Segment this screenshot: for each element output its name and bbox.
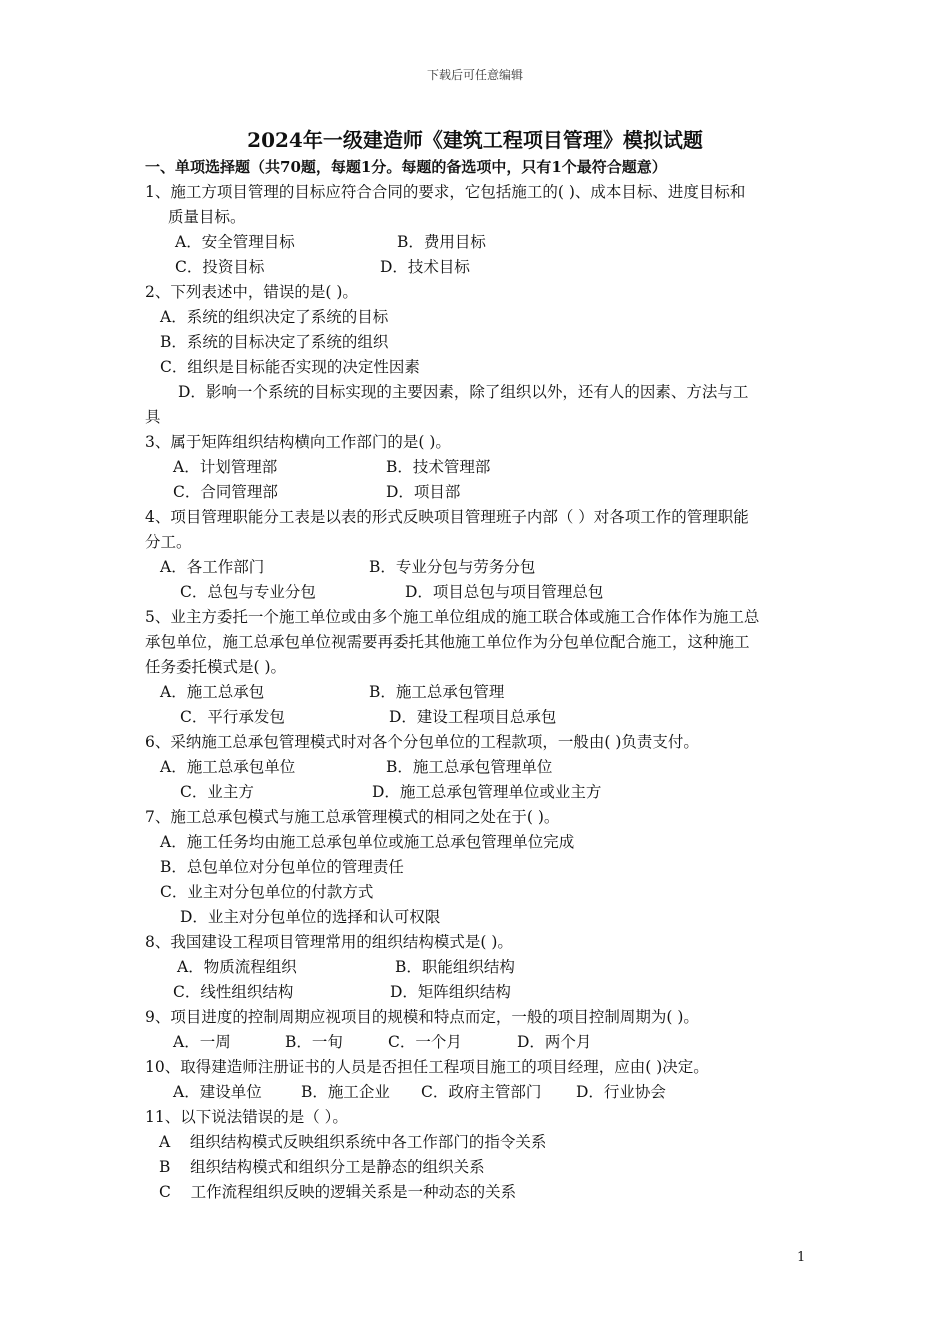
question-6-option-a: A．施工总承包单位 <box>160 758 296 776</box>
question-1-option-a: A．安全管理目标 <box>175 233 295 251</box>
question-3-stem: 3、属于矩阵组织结构横向工作部门的是( )。 <box>145 433 451 451</box>
question-4-stem: 4、项目管理职能分工表是以表的形式反映项目管理班子内部（ ）对各项工作的管理职能 <box>145 508 749 526</box>
question-8-option-a: A．物质流程组织 <box>177 958 297 976</box>
question-9-option-d: D．两个月 <box>517 1033 592 1051</box>
question-2-option-c: C．组织是目标能否实现的决定性因素 <box>160 358 420 376</box>
question-9-option-b: B．一旬 <box>285 1033 343 1051</box>
question-5-stem-cont-1: 承包单位，施工总承包单位视需要再委托其他施工单位作为分包单位配合施工，这种施工 <box>145 633 750 651</box>
document-title: 2024年一级建造师《建筑工程项目管理》模拟试题 <box>247 128 703 152</box>
question-7-option-b: B．总包单位对分包单位的管理责任 <box>160 858 404 876</box>
question-5-option-d: D．建设工程项目总承包 <box>389 708 557 726</box>
question-8-stem: 8、我国建设工程项目管理常用的组织结构模式是( )。 <box>145 933 513 951</box>
question-3-option-a: A．计划管理部 <box>173 458 278 476</box>
question-1-option-b: B．费用目标 <box>397 233 486 251</box>
question-6-option-c: C．业主方 <box>180 783 254 801</box>
question-4-option-a: A．各工作部门 <box>160 558 265 576</box>
question-4-option-d: D．项目总包与项目管理总包 <box>405 583 604 601</box>
question-7-option-d: D．业主对分包单位的选择和认可权限 <box>180 908 441 926</box>
question-2-option-a: A．系统的组织决定了系统的目标 <box>160 308 389 326</box>
section-heading: 一、单项选择题（共70题，每题1分。每题的备选项中，只有1个最符合题意） <box>145 158 667 176</box>
question-5-stem: 5、业主方委托一个施工单位或由多个施工单位组成的施工联合体或施工合作体作为施工总 <box>145 608 760 626</box>
question-1-stem-cont: 质量目标。 <box>168 208 246 226</box>
question-3-option-c: C．合同管理部 <box>173 483 278 501</box>
question-1-option-c: C．投资目标 <box>175 258 265 276</box>
question-6-option-d: D．施工总承包管理单位或业主方 <box>372 783 602 801</box>
question-2-stem: 2、下列表述中，错误的是( )。 <box>145 283 358 301</box>
question-4-stem-cont: 分工。 <box>145 533 192 551</box>
question-10-option-d: D．行业协会 <box>576 1083 666 1101</box>
question-7-stem: 7、施工总承包模式与施工总承管理模式的相同之处在于( )。 <box>145 808 560 826</box>
question-11-option-a: A 组织结构模式反映组织系统中各工作部门的指令关系 <box>159 1133 547 1151</box>
question-10-option-b: B．施工企业 <box>301 1083 390 1101</box>
question-4-option-b: B．专业分包与劳务分包 <box>369 558 536 576</box>
question-5-option-c: C．平行承发包 <box>180 708 285 726</box>
question-10-stem: 10、取得建造师注册证书的人员是否担任工程项目施工的项目经理，应由( )决定。 <box>145 1058 709 1076</box>
question-10-option-c: C．政府主管部门 <box>421 1083 542 1101</box>
question-8-option-b: B．职能组织结构 <box>395 958 515 976</box>
question-8-option-c: C．线性组织结构 <box>173 983 294 1001</box>
question-10-option-a: A．建设单位 <box>173 1083 262 1101</box>
question-5-stem-cont-2: 任务委托模式是( )。 <box>145 658 287 676</box>
question-3-option-d: D．项目部 <box>386 483 461 501</box>
question-6-stem: 6、采纳施工总承包管理模式时对各个分包单位的工程款项，一般由( )负责支付。 <box>145 733 699 751</box>
question-9-option-a: A．一周 <box>173 1033 231 1051</box>
question-1-stem: 1、施工方项目管理的目标应符合合同的要求，它包括施工的( )、成本目标、进度目标和 <box>145 183 746 201</box>
question-5-option-b: B．施工总承包管理 <box>369 683 505 701</box>
question-7-option-a: A．施工任务均由施工总承包单位或施工总承包管理单位完成 <box>160 833 575 851</box>
question-11-option-b: B 组织结构模式和组织分工是静态的组织关系 <box>159 1158 485 1176</box>
question-9-stem: 9、项目进度的控制周期应视项目的规模和特点而定，一般的项目控制周期为( )。 <box>145 1008 699 1026</box>
question-3-option-b: B．技术管理部 <box>386 458 491 476</box>
question-2-option-d-cont: 具 <box>145 408 161 426</box>
page-number: 1 <box>797 1250 806 1265</box>
question-11-option-c: C 工作流程组织反映的逻辑关系是一种动态的关系 <box>159 1183 517 1201</box>
question-7-option-c: C．业主对分包单位的付款方式 <box>160 883 374 901</box>
question-1-option-d: D．技术目标 <box>380 258 470 276</box>
question-9-option-c: C．一个月 <box>388 1033 462 1051</box>
question-6-option-b: B．施工总承包管理单位 <box>386 758 553 776</box>
question-5-option-a: A．施工总承包 <box>160 683 265 701</box>
question-4-option-c: C．总包与专业分包 <box>180 583 316 601</box>
question-2-option-d: D．影响一个系统的目标实现的主要因素，除了组织以外，还有人的因素、方法与工 <box>178 383 749 401</box>
question-2-option-b: B．系统的目标决定了系统的组织 <box>160 333 389 351</box>
question-11-stem: 11、以下说法错误的是（ ）。 <box>145 1108 348 1126</box>
page-header: 下载后可任意编辑 <box>426 68 523 82</box>
question-8-option-d: D．矩阵组织结构 <box>390 983 511 1001</box>
